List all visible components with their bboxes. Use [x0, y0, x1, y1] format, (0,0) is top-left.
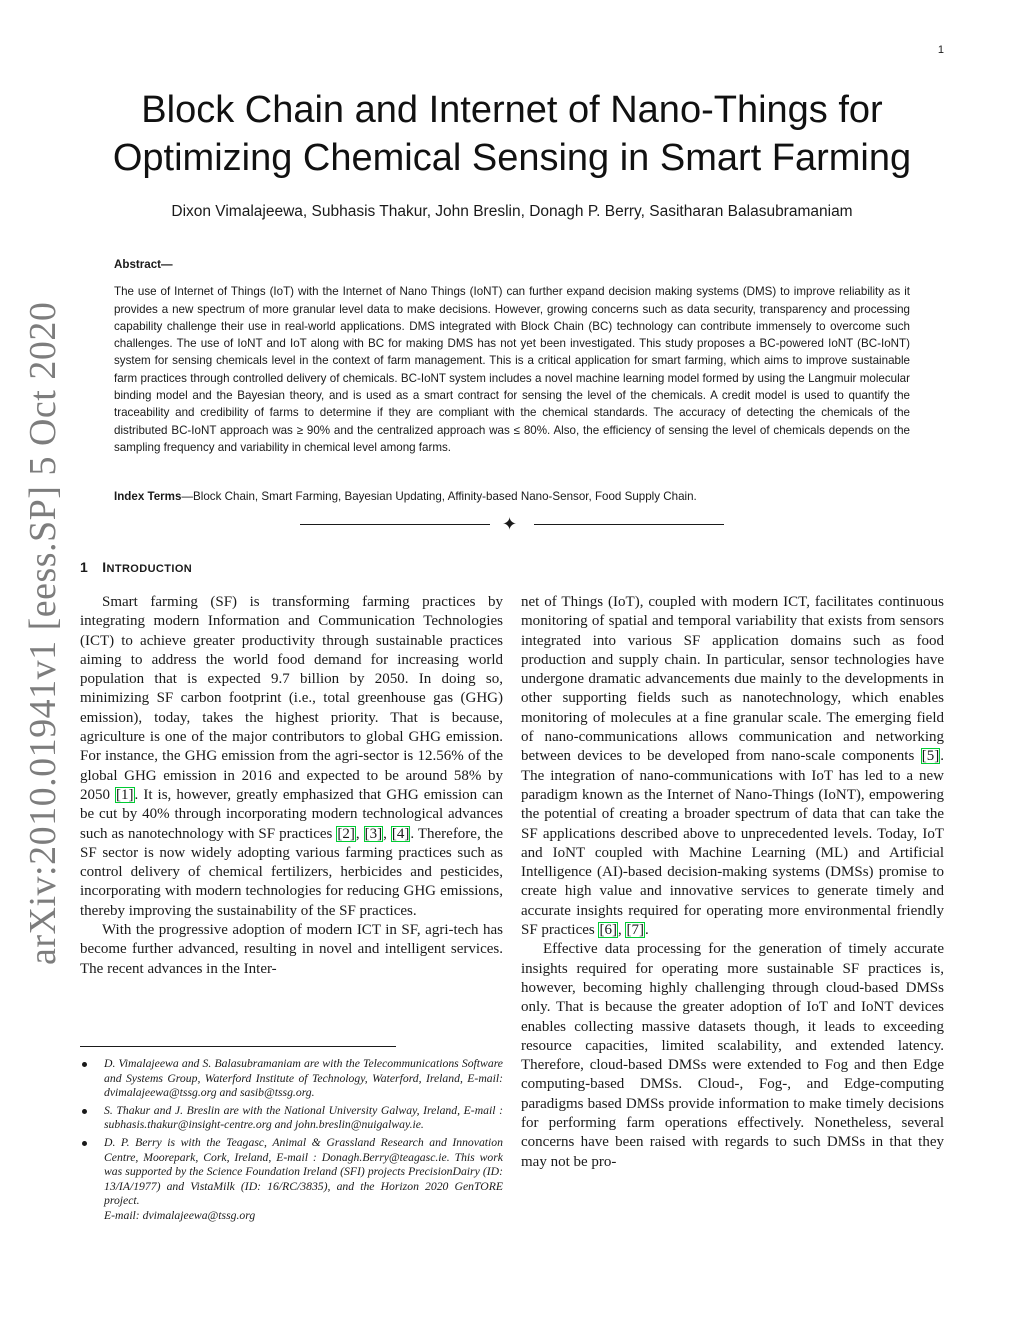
footnote-text: D. P. Berry is with the Teagasc, Animal & Grassland Research and Innovation Centre, Moorepark, Cork, Ireland, E-mail : Donagh.Berry@teagasc.ie. This work was supported by the Science Foundation Ireland (SFI) projects PrecisionDairy (ID: 13/IA/1977) and VistaMilk (ID: 16/RC/3835), and the Horizon 2020 GenTORE project. [104, 1135, 503, 1208]
index-terms-text: —Block Chain, Smart Farming, Bayesian Updating, Affinity-based Nano-Sensor, Food Supply Chain. [181, 490, 697, 503]
paragraph [80, 593, 503, 921]
arxiv-identifier: arXiv:2010.01941v1 [eess.SP] 5 Oct 2020 [22, 301, 64, 965]
footnotes [80, 1057, 503, 1227]
footnote-item [80, 1104, 503, 1133]
citation-link[interactable]: [4] [391, 825, 410, 842]
text-run: , [383, 825, 391, 842]
text-run: . The integration of nano-communications with IoT has led to a new paradigm known as the Internet of Nano-Things (IoNT), empowering the potential of creating a broader spectrum of data that can take the SF applications described above to unprecedented levels. Today, IoT and IoNT coupled with Machine Learning (ML) and Artificial Intelligence (AI)-based decision-making systems (DMSs) promise to create high value and innovative services to generate timely and accurate insights required for operating more environmental friendly SF practices [521, 748, 944, 939]
footnote-email: E-mail: dvimalajeewa@tssg.org [104, 1208, 256, 1222]
section-divider [300, 513, 724, 537]
paragraph: Effective data processing for the generation of timely accurate insights required for operating more sustainable SF practices is, however, becoming highly challenging through cloud-based DMSs only. That is because the greater adoption of IoT and IoNT devices enables collecting massive datasets though, it leads to exceeding resource capacities, limited scalability, and extended latency. Therefore, cloud-based DMSs were extended to Fog and then Edge computing-based DMSs. Cloud-, Fog-, and Edge-computing paradigms based DMSs provide information to make timely decisions for performing farm operations effectively. Nonetheless, several concerns have been raised with regards to such DMSs in that they may not be pro- [521, 941, 944, 1170]
citation-link[interactable]: [6] [599, 922, 617, 939]
left-column [80, 593, 503, 979]
paragraph [521, 593, 944, 940]
citation-link[interactable]: [5] [921, 748, 940, 765]
text-run: , [355, 825, 364, 842]
index-terms-label: Index Terms [114, 490, 182, 503]
citation-link[interactable]: [7] [626, 922, 644, 939]
text-run: Smart farming (SF) is transforming farming practices by integrating modern Information and Communication Technologies (ICT) to achieve greater productivity through sustainable practices aiming to address the world food demand for increasing world population that is expected 9.7 billion by 2050. In doing so, minimizing SF carbon footprint (i.e., total greenhouse gas (GHG) emission), today, takes the highest priority. That is because, agriculture is one of the major contributors to global GHG emission. For instance, the GHG emission from the agri-sector is 12.56% of the global GHG emission in 2016 and expected to be around 58% by 2050 [80, 594, 503, 803]
paragraph: With the progressive adoption of modern ICT in SF, agri-tech has become further advanced, resulting in novel and intelligent services. The recent advances in the Inter- [80, 922, 503, 977]
text-run: , [617, 922, 626, 939]
section-number: 1 [80, 559, 89, 575]
citation-link[interactable]: [1] [116, 786, 134, 803]
page-number: 1 [937, 44, 944, 56]
text-run: net of Things (IoT), coupled with modern ICT, facilitates continuous monitoring of spatial and temporal variability that exists from sensors integrated into various SF application domains such as food production and supply chain. In particular, sensor technologies have undergone dramatic advancements due mainly to the developments in other supporting fields such as nanotechnology, which enables monitoring of molecules at a fine granular scale. The emerging field of nano-communications allows communication and networking between devices to be developed from nano-scale components [521, 594, 944, 765]
section-title-rest: NTRODUCTION [106, 563, 193, 575]
citation-link[interactable]: [2] [337, 825, 355, 842]
footnote-item [80, 1057, 503, 1101]
abstract-heading: Abstract— [114, 258, 173, 271]
footnote-item [80, 1136, 503, 1224]
abstract [114, 256, 910, 456]
citation-link[interactable]: [3] [364, 825, 383, 842]
right-column [521, 593, 944, 1172]
section-heading-introduction [80, 559, 192, 575]
text-run: . It is, however, greatly emphasized that GHG emission can be cut by 40% through incorporating modern technological advances such as nanotechnology with SF practices [80, 786, 503, 842]
text-run: . [644, 922, 649, 939]
footnote-text: D. Vimalajeewa and S. Balasubramaniam are with the Telecommunications Software and Systems Group, Waterford Institute of Technology, Waterford, Ireland, E-mail: dvimalajeewa@tssg.org and sasib@tssg.org. [104, 1057, 503, 1100]
text-run: . Therefore, the SF sector is now widely adopting various farming practices such as control delivery of chemical fertilizers, herbicides and pesticides, incorporating with modern technologies for reducing GHG emissions, thereby improving the sustainability of the SF practices. [80, 825, 504, 919]
footnote-rule [80, 1046, 396, 1047]
author-list: Dixon Vimalajeewa, Subhasis Thakur, John Breslin, Donagh P. Berry, Sasitharan Balasubramaniam [171, 203, 853, 220]
abstract-body: The use of Internet of Things (IoT) with the Internet of Nano Things (IoNT) can further expand decision making systems (DMS) to improve reliability as it provides a new spectrum of more granular level data to make decisions. However, growing concerns such as data security, transparency and processing capability challenge their use in real-world applications. DMS integrated with Block Chain (BC) technology can contribute immensely to overcome such challenges. The use of IoNT and IoT along with BC for making DMS has not yet been investigated. This study proposes a BC-powered IoNT (BC-IoNT) system for sensing chemicals level in the context of farm management. This is a critical application for smart farming, which aims to improve sustainable farm practices through controlled delivery of chemicals. BC-IoNT system includes a novel machine learning model formed by using the Langmuir molecular binding model and the Bayesian theory, and is used as a smart contract for sensing the level of the chemicals. A credit model is used to quantify the traceability and credibility of farms to determine if they are compliant with the chemical standards. The accuracy of detecting the chemicals of the distributed BC-IoNT approach was ≥ 90% and the centralized approach was ≤ 80%. Also, the efficiency of sensing the level of chemicals depends on the sampling frequency and variability in chemical level among farms. [114, 285, 910, 454]
section-title-initial: I [102, 559, 107, 575]
index-terms [114, 490, 910, 503]
divider-ornament-icon: ✦ [502, 514, 518, 534]
divider-rule-left [300, 524, 490, 525]
divider-rule-right [534, 524, 724, 525]
paper-title: Block Chain and Internet of Nano-Things for Optimizing Chemical Sensing in Smart Farming [112, 89, 912, 179]
footnote-text: S. Thakur and J. Breslin are with the National University Galway, Ireland, E-mail : subhasis.thakur@insight-centre.org and john.breslin@nuigalway.ie. [104, 1103, 503, 1132]
